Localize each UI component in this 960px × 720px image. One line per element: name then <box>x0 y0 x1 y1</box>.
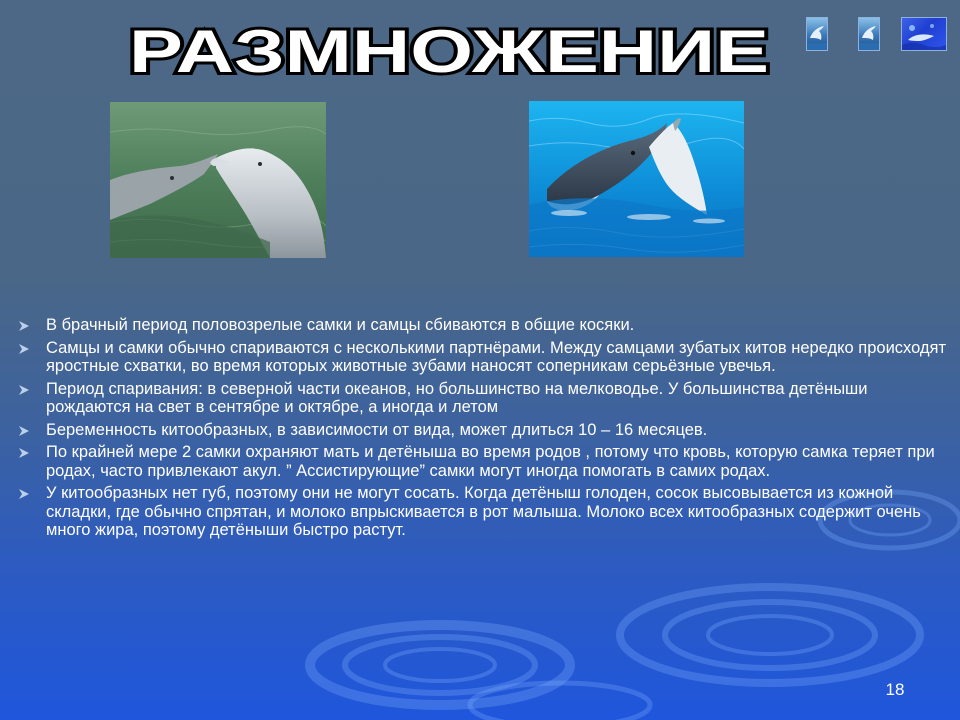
bullet-text: У китообразных нет губ, поэтому они не могут сосать. Когда детёныш голоден, сосок высовывается из кожной складки, где обычно спрятан, и молоко впрыскивается в рот малыша. Молоко всех китообразных содержит очень много жира, поэтому детёныши быстро растут. <box>46 484 921 539</box>
bullet-text: Самцы и самки обычно спариваются с несколькими партнёрами. Между самцами зубатых китов нередко происходят яростные схватки, во время которых животные зубами наносят соперникам серьёзные увечья. <box>46 338 947 375</box>
list-item <box>18 339 952 376</box>
arrowhead-bullet-icon <box>18 384 30 396</box>
slide-title <box>124 18 774 88</box>
bullet-list <box>18 316 952 544</box>
list-item <box>18 380 952 417</box>
dolphin-thumbnail-icon <box>807 18 827 50</box>
list-item <box>18 421 952 440</box>
bullet-text: По крайней мере 2 самки охраняют мать и детёныша во время родов , потому что кровь, которую самка теряет при родах, часто привлекают акул. ” Ассистирующие” самки могут иногда помогать в самих родах. <box>46 443 935 480</box>
bullet-text: Период спаривания: в северной части океанов, но большинство на мелководье. У большинства детёныши рождаются на свет в сентябре и октябре, а иногда и летом <box>46 379 868 416</box>
sea-scene-thumbnail-icon <box>902 18 946 50</box>
list-item <box>18 443 952 480</box>
nav-button-home[interactable] <box>901 17 947 51</box>
nav-button-next[interactable] <box>858 17 880 51</box>
arrowhead-bullet-icon <box>18 425 30 437</box>
svg-text:РАЗМНОЖЕНИЕ: РАЗМНОЖЕНИЕ <box>129 18 769 85</box>
two-dolphins-touching-photo <box>529 101 744 257</box>
page-number: 18 <box>885 680 905 699</box>
arrowhead-bullet-icon <box>18 343 30 355</box>
two-dolphins-photo <box>110 102 326 258</box>
dolphin-thumbnail-icon <box>859 18 879 50</box>
arrowhead-bullet-icon <box>18 320 30 332</box>
dolphins-photo-right <box>529 101 744 257</box>
list-item <box>18 484 952 540</box>
arrowhead-bullet-icon <box>18 447 30 459</box>
list-item <box>18 316 952 335</box>
bullet-text: В брачный период половозрелые самки и самцы сбиваются в общие косяки. <box>46 316 635 334</box>
arrowhead-bullet-icon <box>18 488 30 500</box>
dolphins-photo-left <box>110 102 326 258</box>
bullet-text: Беременность китообразных, в зависимости от вида, может длиться 10 – 16 месяцев. <box>46 420 708 439</box>
nav-button-prev[interactable] <box>806 17 828 51</box>
